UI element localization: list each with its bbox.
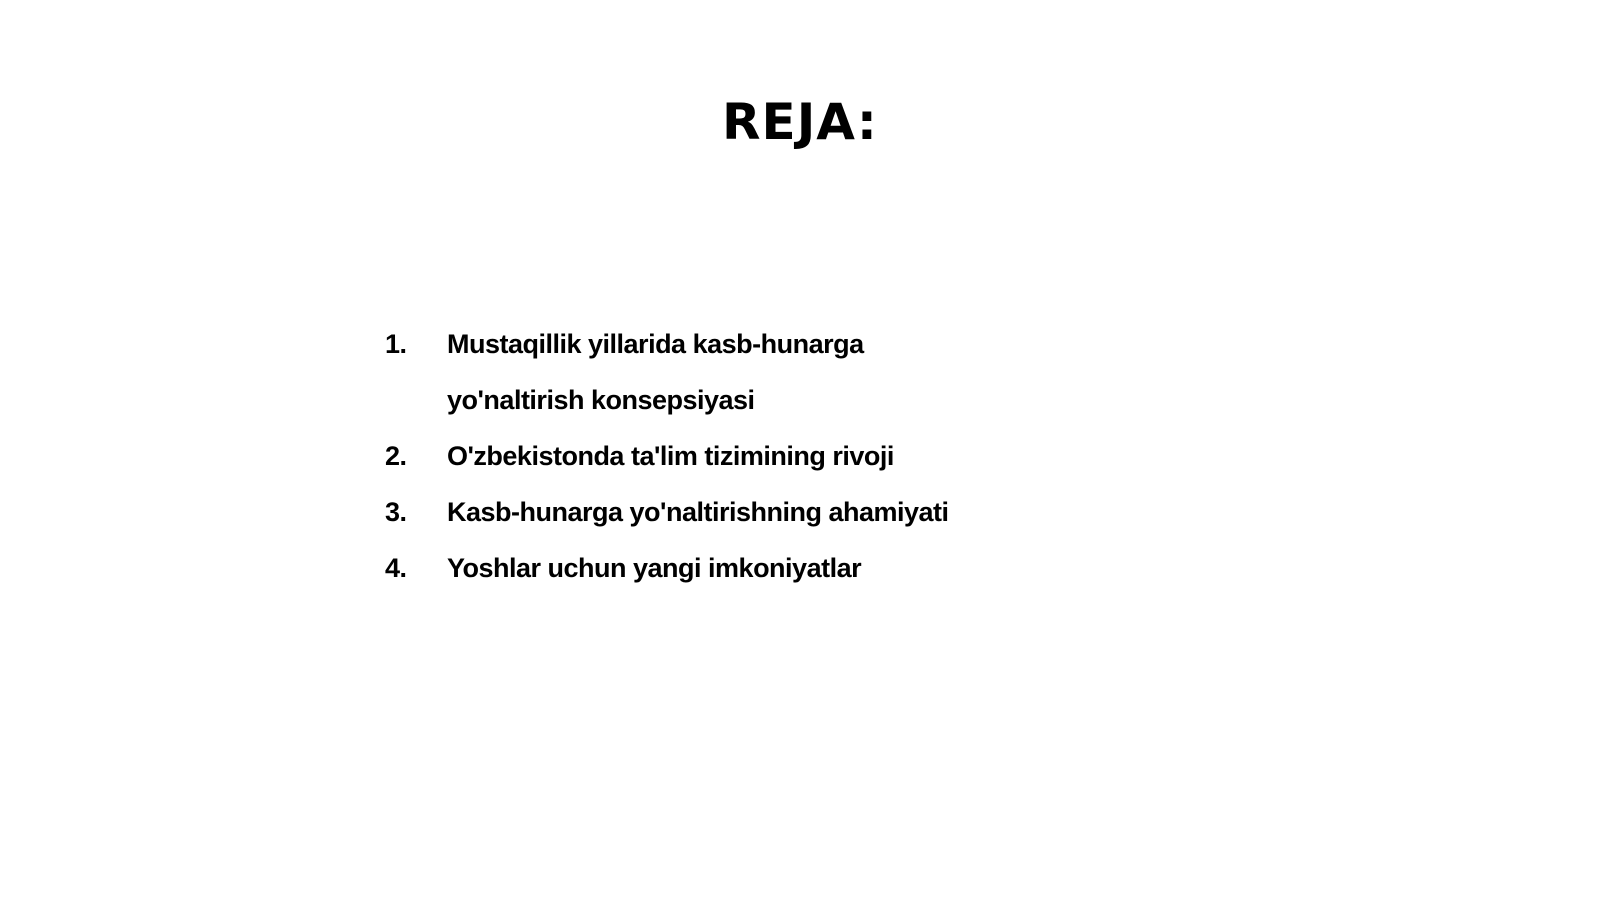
list-item [385,484,1185,540]
plan-list [385,316,1185,596]
list-item-number: 1. [385,329,407,359]
list-item-number: 2. [385,441,407,471]
list-item-text: Yoshlar uchun yangi imkoniyatlar [447,553,862,583]
list-item-number: 4. [385,553,407,583]
list-item [385,540,1185,596]
list-item [385,316,1185,428]
list-item-text: O'zbekistonda ta'lim tizimining rivoji [447,441,894,471]
page-title: REJA: [722,93,878,151]
list-item-number: 3. [385,497,407,527]
list-item-text: Mustaqillik yillarida kasb-hunarga yo'naltirish konsepsiyasi [447,329,864,415]
list-item-text: Kasb-hunarga yo'naltirishning ahamiyati [447,497,949,527]
list-item [385,428,1185,484]
